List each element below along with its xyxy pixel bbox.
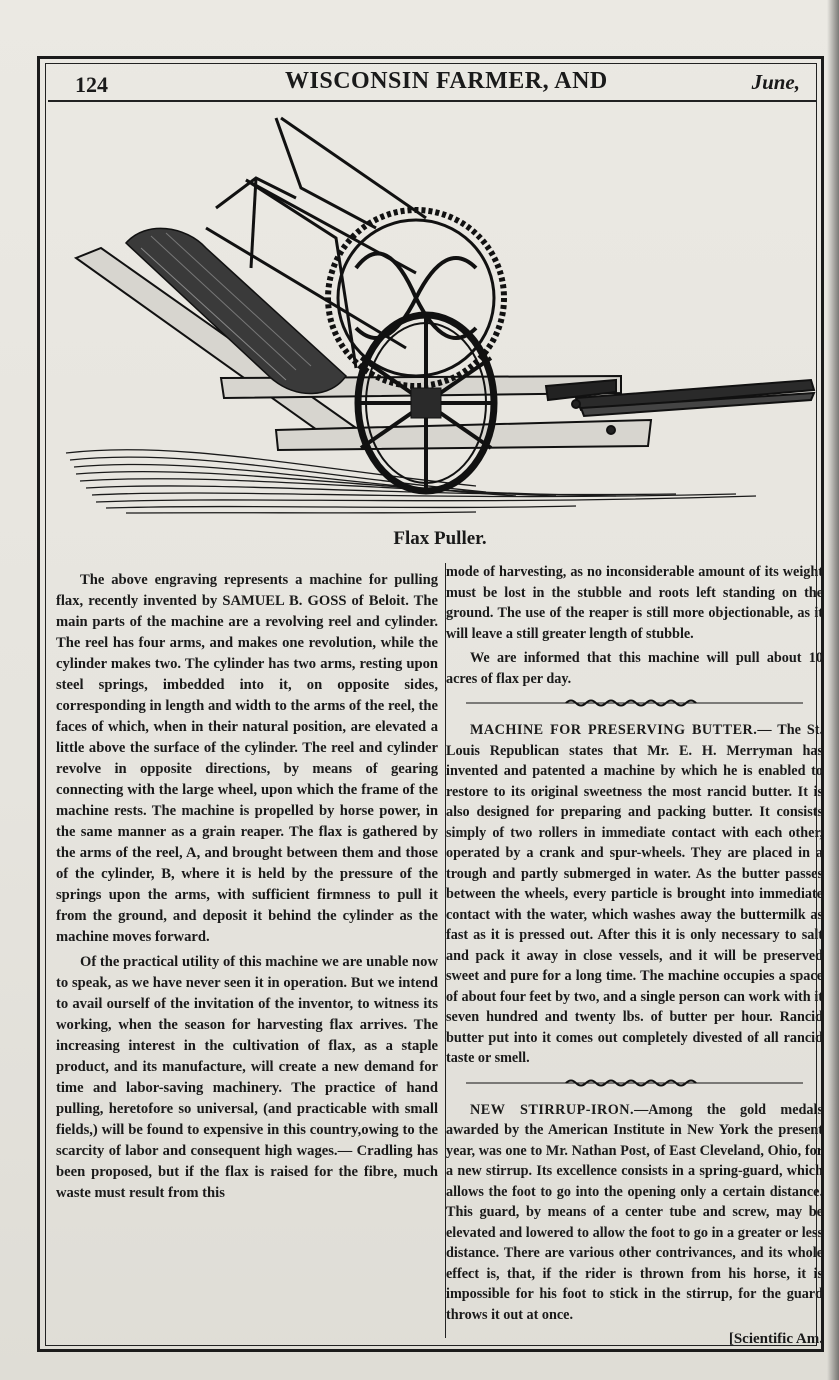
header-rule bbox=[48, 100, 816, 102]
page-edge-shadow bbox=[827, 0, 839, 1380]
page-number: 124 bbox=[75, 72, 108, 97]
article-flax-column-1 bbox=[56, 570, 438, 1204]
flax-paragraph-1: The above engraving represents a machine for pulling flax, recently invented by SAMUEL B. GOSS of Beloit. The main parts of the machine are a revolving reel and cylinder. The reel has four arms, and makes one revolution, while the cylinder makes two. The cylinder has two arms, resting upon steel springs, imbedded into it, on opposite sides, corresponding in length and width to the arms of the reel, the faces of which, when in their natural position, are elevated a little above the surface of the cylinder. The reel and cylinder revolve in opposite directions, by means of gearing connecting with the large wheel, upon which the frame of the machine rests. The machine is propelled by horse power, in the same manner as a grain reaper. The flax is gathered by the arms of the reel, A, and brought between them and those of the cylinder, B, where it is held by the pressure of the springs upon the arms, with sufficient firmness to pull it from the ground, and deposit it behind the cylinder as the machine moves forward. bbox=[56, 572, 438, 945]
flax-puller-machine-engraving bbox=[56, 108, 816, 528]
ornamental-divider bbox=[446, 696, 823, 710]
stirrup-article bbox=[446, 1100, 823, 1326]
ornamental-divider-2 bbox=[446, 1076, 823, 1090]
stirrup-body: —Among the gold medals awarded by the American Institute in New York the present year, was one to Mr. Nathan Post, of East Cleveland, Ohio, for a new stirrup. Its excellence consists in a spring-guard, which allows the foot to go into the opening only a certain distance. This guard, by means of a center tube and screw, may be elevated and lowered to allow the foot to go in a greater or less distance. There are various other contrivances, and its whole effect is, that, if the rider is thrown from his horse, it is impossible for his foot to stick in the stirrup, for the guard throws it out at once. bbox=[446, 1101, 823, 1323]
flax-paragraph-3: We are informed that this machine will pull about 10 acres of flax per day. bbox=[446, 650, 823, 687]
butter-article bbox=[446, 720, 823, 1069]
large-wheel bbox=[358, 315, 494, 491]
running-head: WISCONSIN FARMER, AND bbox=[285, 68, 608, 94]
butter-heading: MACHINE FOR PRESERVING BUTTER. bbox=[470, 722, 758, 738]
stirrup-heading: NEW STIRRUP-IRON. bbox=[470, 1101, 635, 1118]
source-credit: [Scientific Am. bbox=[728, 1331, 823, 1347]
flax-continuation: mode of harvesting, as no inconsiderable amount of its weight must be lost in the stubble and roots left standing on the ground. The use of the reaper is still more objectionable, as it will leave a still greater length of stubble. bbox=[446, 564, 823, 642]
issue-month: June, bbox=[751, 70, 800, 94]
illustration-caption: Flax Puller. bbox=[393, 528, 487, 549]
article-column-2 bbox=[446, 562, 823, 1350]
flax-paragraph-2: Of the practical utility of this machine we are unable now to speak, as we have never seen it in operation. But we intend to avail ourself of the invitation of the inventor, to witness its working, when the season for harvesting flax arrives. The increasing interest in the cultivation of flax, as a staple product, and its manufacture, will create a new demand for time and labor-saving machinery. The practice of hand pulling, heretofore so universal, (and practicable with small fields,) will be found to expensive in this country,owing to the scarcity of labor and consequent high wages.— Cradling has been proposed, but if the flax is raised for the fibre, much waste must result from this bbox=[56, 954, 438, 1201]
page-header bbox=[55, 64, 800, 98]
butter-body: — The St. Louis Republican states that Mr. E. H. Merryman has invented and patented a machine by which he is enabled to restore to its original sweetness the most rancid butter. It is also designed for preparing and packing butter. It consists simply of two rollers in immediate contact with each other, operated by a crank and spur-wheels. They are placed in a trough and partly submerged in water. As the butter passes between the wheels, every particle is brought into immediate contact with the water, which washes away the buttermilk as fast as it is pressed out. After this it is only necessary to salt and pack it away in close vessels, and it will be preserved sweet and pure for a long time. The machine occupies a space of about four feet by two, and a single person can work with it seven hundred and twenty lbs. of butter per hour. Rancid butter put into it comes out completely divested of all rancid taste or smell. bbox=[446, 722, 823, 1066]
